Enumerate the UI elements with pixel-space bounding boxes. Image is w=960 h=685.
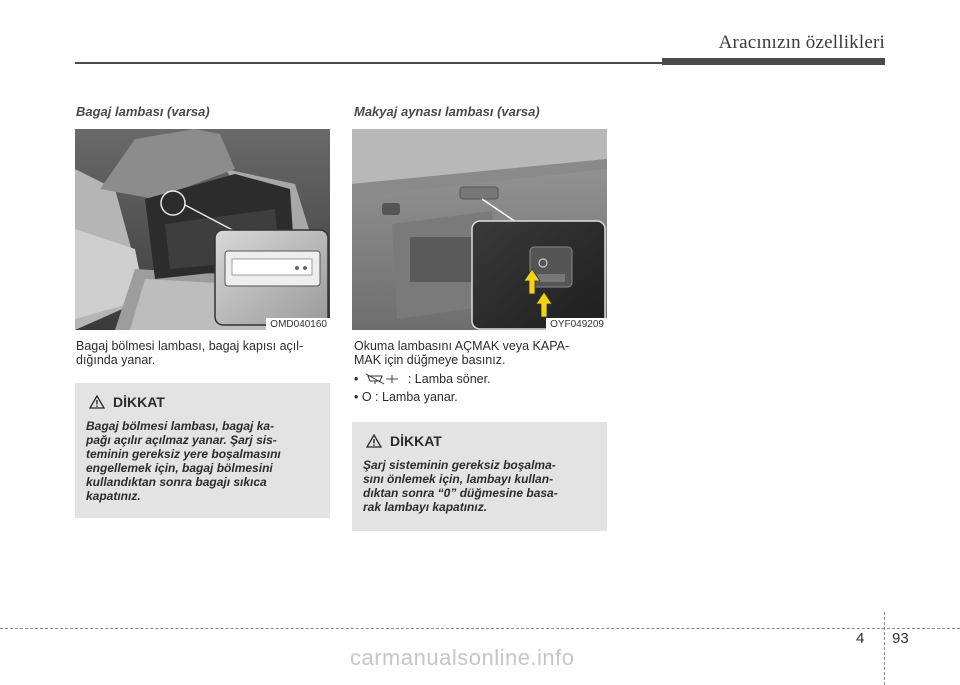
footer-divider bbox=[884, 612, 885, 685]
section-title-vanity-lamp: Makyaj aynası lambası (varsa) bbox=[354, 104, 540, 119]
caution-line: kapatınız. bbox=[86, 489, 141, 503]
bullet-dot: • bbox=[354, 390, 362, 404]
caution-heading bbox=[366, 433, 442, 449]
caution-line: dıktan sonra “0” düğmesine basa- bbox=[363, 486, 558, 500]
image-code: OMD040160 bbox=[266, 318, 330, 330]
header-rule-accent bbox=[662, 58, 885, 65]
body-line: MAK için düğmeye basınız. bbox=[354, 353, 506, 367]
warning-triangle-icon bbox=[366, 434, 382, 448]
caution-heading-text: DİKKAT bbox=[390, 433, 442, 449]
bullet-text: : Lamba söner. bbox=[407, 372, 491, 386]
caution-box-trunk bbox=[75, 383, 330, 518]
running-header: Aracınızın özellikleri bbox=[718, 32, 885, 53]
trunk-lamp-photo bbox=[75, 129, 330, 330]
warning-triangle-icon bbox=[89, 395, 105, 409]
vanity-lamp-photo bbox=[352, 129, 607, 330]
bullet-lamp-off bbox=[354, 372, 491, 386]
body-line: Okuma lambasını AÇMAK veya KAPA- bbox=[354, 339, 570, 353]
caution-line: rak lambayı kapatınız. bbox=[363, 500, 488, 514]
caution-text bbox=[363, 458, 599, 514]
caution-line: Şarj sisteminin gereksiz boşalma- bbox=[363, 458, 556, 472]
section-title-trunk-lamp: Bagaj lambası (varsa) bbox=[76, 104, 210, 119]
body-line: Bagaj bölmesi lambası, bagaj kapısı açıl- bbox=[76, 339, 304, 353]
footer-rule bbox=[0, 628, 960, 629]
caution-line: teminin gereksiz yere boşalmasını bbox=[86, 447, 281, 461]
page-number: 93 bbox=[892, 630, 909, 647]
caution-text bbox=[86, 419, 322, 503]
caution-line: kullandıktan sonra bagajı sıkıca bbox=[86, 475, 267, 489]
body-line: dığında yanar. bbox=[76, 353, 156, 367]
watermark: carmanualsonline.info bbox=[350, 645, 575, 670]
trunk-lamp-description bbox=[76, 339, 303, 367]
caution-heading-text: DİKKAT bbox=[113, 394, 165, 410]
caution-line: Bagaj bölmesi lambası, bagaj ka- bbox=[86, 419, 275, 433]
caution-line: sını önlemek için, lambayı kullan- bbox=[363, 472, 554, 486]
lamp-off-icon bbox=[364, 373, 400, 385]
chapter-number: 4 bbox=[856, 630, 865, 647]
bullet-text: O : Lamba yanar. bbox=[361, 390, 458, 404]
trunk-lamp-illustration bbox=[75, 129, 330, 330]
caution-line: pağı açılır açılmaz yanar. Şarj sis- bbox=[86, 433, 277, 447]
header-rule bbox=[75, 62, 665, 64]
bullet-lamp-on bbox=[354, 390, 458, 404]
vanity-lamp-illustration bbox=[352, 129, 607, 330]
caution-box-vanity bbox=[352, 422, 607, 531]
bullet-dot: • bbox=[354, 372, 362, 386]
caution-heading bbox=[89, 394, 165, 410]
caution-line: engellemek için, bagaj bölmesini bbox=[86, 461, 273, 475]
vanity-lamp-description bbox=[354, 339, 569, 367]
image-code: OYF049209 bbox=[546, 318, 607, 330]
